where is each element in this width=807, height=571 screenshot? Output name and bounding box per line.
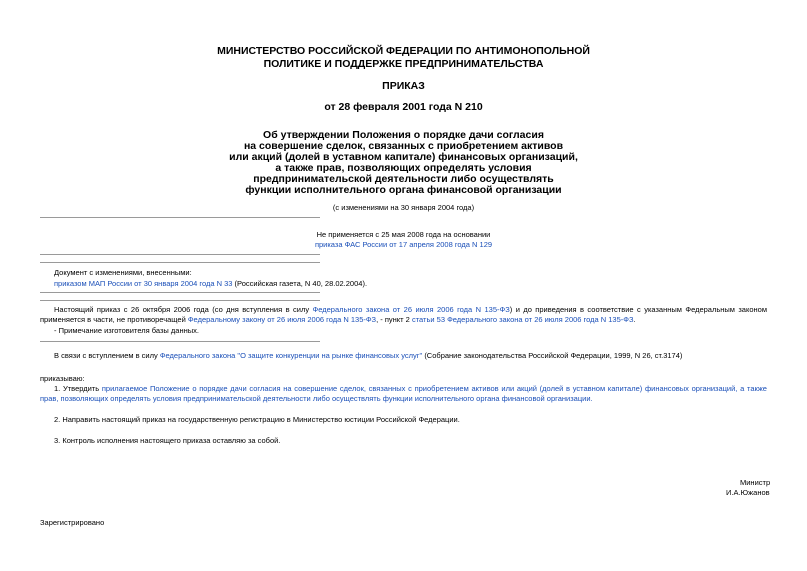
item-3: 3. Контроль исполнения настоящего приказа оставляю за собой. (54, 436, 281, 445)
title-line: на совершение сделок, связанных с приобретением активов (243, 140, 564, 152)
title-line: а также прав, позволяющих определять условия (275, 162, 532, 174)
note-text: , - пункт 2 (376, 315, 410, 324)
map-order-link[interactable]: приказом МАП России от 30 января 2004 года N 33 (54, 279, 233, 288)
regulation-link[interactable]: прилагаемое Положение о порядке дачи согласия на совершение сделок, связанных с приобретением активов или акций (долей в уставном капитале) финансовых организаций, а также прав, позволяющих определять условия предпринимательской деятельности либо осуществлять функции исполнительного органа финансовой организации. (40, 384, 767, 403)
note-text: Настоящий приказ с 26 октября 2006 года (со дня вступления в силу (54, 305, 310, 314)
registered-label: Зарегистрировано (40, 518, 105, 527)
ministry-line-2: ПОЛИТИКЕ И ПОДДЕРЖКЕ ПРЕДПРИНИМАТЕЛЬСТВА (263, 58, 544, 70)
document-date-number: от 28 февраля 2001 года N 210 (324, 101, 483, 113)
editor-note (40, 305, 767, 325)
divider (40, 217, 320, 218)
fas-order-link[interactable]: приказа ФАС России от 17 апреля 2008 года N 129 (314, 240, 493, 249)
law-135fz-link[interactable]: Федеральному закону от 26 июля 2006 года N 135-ФЗ (187, 315, 377, 324)
divider (40, 262, 320, 263)
item-1-prefix: 1. Утвердить (54, 384, 100, 393)
title-line: или акций (долей в уставном капитале) финансовых организаций, (229, 151, 578, 163)
signature-title: Министр (740, 478, 771, 487)
not-applied-line: Не применяется с 25 мая 2008 года на основании (316, 230, 491, 239)
divider (40, 300, 320, 301)
divider (40, 254, 320, 255)
divider (40, 292, 320, 293)
preamble-text: В связи с вступлением в силу (54, 351, 158, 360)
changes-doc-row (54, 279, 367, 289)
changes-doc-label: Документ с изменениями, внесенными: (54, 268, 192, 277)
title-line: предпринимательской деятельности либо осуществлять (253, 173, 554, 185)
divider (40, 341, 320, 342)
document-type: ПРИКАЗ (382, 80, 425, 92)
changes-doc-source: (Российская газета, N 40, 28.02.2004). (234, 279, 368, 288)
editor-note-footer: - Примечание изготовителя базы данных. (54, 326, 199, 335)
note-text: ) и до приведения в соответствие с указанным Федеральным законом применяется в части, не противоречащей (40, 305, 767, 324)
not-applied-link-row (0, 240, 807, 250)
article-53-link[interactable]: статьи 53 Федерального закона от 26 июля 2006 года N 135-ФЗ (411, 315, 634, 324)
item-1 (40, 384, 767, 404)
amendments-note: (с изменениями на 30 января 2004 года) (332, 203, 475, 212)
financial-competition-law-link[interactable]: Федерального закона "О защите конкуренции на рынке финансовых услуг" (159, 351, 423, 360)
item-2: 2. Направить настоящий приказ на государственную регистрацию в Министерство юстиции Российской Федерации. (54, 415, 460, 424)
title-line: Об утверждении Положения о порядке дачи согласия (263, 129, 544, 141)
note-text: . (633, 315, 636, 324)
preamble-text: (Собрание законодательства Российской Федерации, 1999, N 26, ст.3174) (424, 351, 683, 360)
signature-name: И.А.Южанов (726, 488, 770, 497)
law-135fz-link[interactable]: Федерального закона от 26 июля 2006 года N 135-ФЗ (312, 305, 510, 314)
ministry-line-1: МИНИСТЕРСТВО РОССИЙСКОЙ ФЕДЕРАЦИИ ПО АНТИМОНОПОЛЬНОЙ (217, 45, 590, 57)
preamble (54, 351, 682, 361)
title-line: функции исполнительного органа финансовой организации (245, 184, 562, 196)
orders-word: приказываю: (40, 374, 85, 383)
